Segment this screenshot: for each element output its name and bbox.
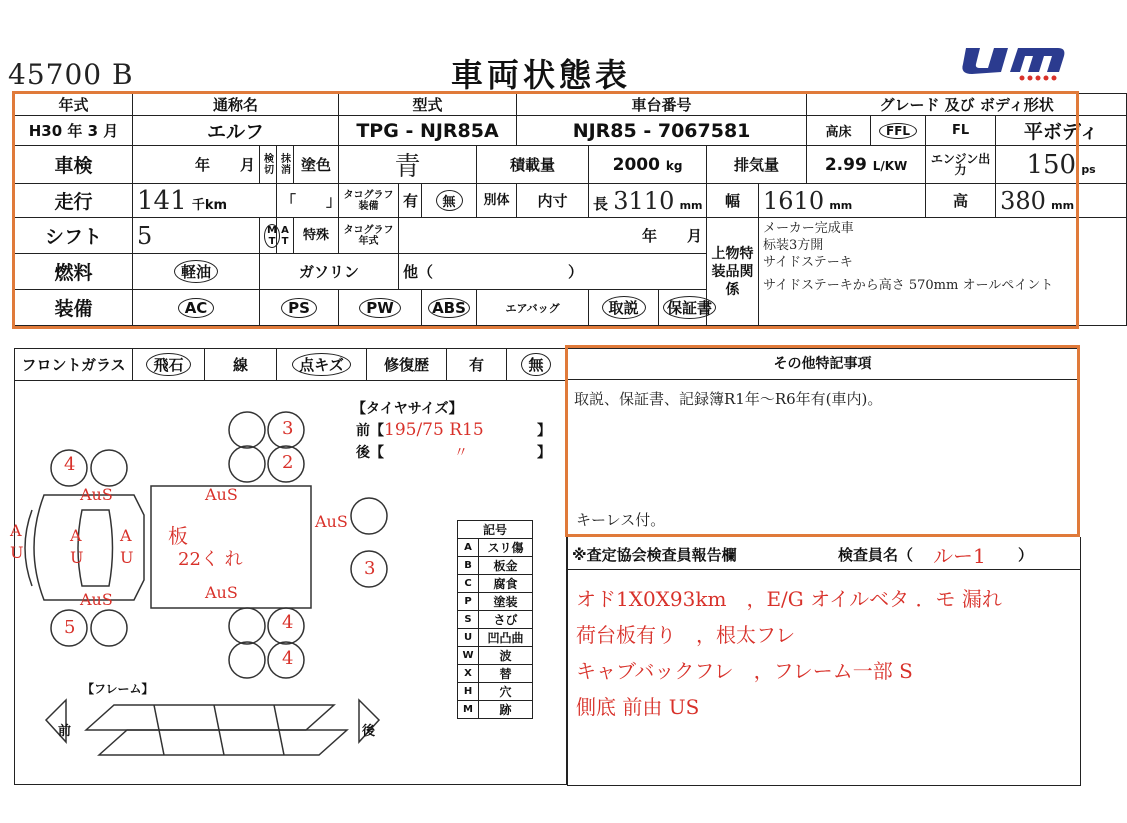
legend-desc: 替 bbox=[479, 665, 533, 683]
windshield-line: 線 bbox=[205, 349, 277, 381]
fuel-gasoline: ガソリン bbox=[260, 254, 399, 290]
load-label: 積載量 bbox=[477, 146, 589, 184]
tire-rear-close: 】 bbox=[537, 445, 551, 461]
inner-height-unit: mm bbox=[1051, 198, 1075, 212]
repair-no: 無 bbox=[521, 353, 550, 376]
model-name-value: エルフ bbox=[133, 116, 339, 146]
repair-history-label: 修復歴 bbox=[367, 349, 447, 381]
header-model-code: 型式 bbox=[339, 94, 517, 116]
repair-yes: 有 bbox=[447, 349, 507, 381]
legend-code: S bbox=[458, 611, 479, 629]
windshield-label: フロントガラス bbox=[15, 349, 133, 381]
tire-front-close: 】 bbox=[537, 423, 551, 439]
inner-width: 1610 bbox=[763, 186, 825, 215]
grade-ffl: FFL bbox=[879, 123, 917, 139]
shift-mt: M T bbox=[264, 224, 280, 248]
shift-at: A T bbox=[277, 218, 294, 254]
bed-mark-bottom: AuS bbox=[205, 583, 238, 602]
model-code-value: TPG - NJR85A bbox=[339, 116, 517, 146]
engine-output-label: エンジン出力 bbox=[926, 146, 996, 184]
tire-mark-rear-left: 5 bbox=[64, 617, 76, 638]
fuel-other: 他（ ） bbox=[399, 254, 707, 290]
special-note-1: メーカー完成車 bbox=[763, 221, 854, 236]
inner-height-label: 高 bbox=[926, 184, 996, 218]
special-equipment-label: 上物特装品関係 bbox=[707, 218, 759, 326]
grade-body: 平ボディ bbox=[996, 116, 1127, 146]
legend-code: M bbox=[458, 701, 479, 719]
legend-code: W bbox=[458, 647, 479, 665]
header-grade: グレード 及び ボディ形状 bbox=[807, 94, 1127, 116]
windshield-chip: 飛石 bbox=[146, 353, 190, 376]
windshield-scratch: 点キズ bbox=[292, 353, 351, 376]
remarks-highlight-frame bbox=[565, 345, 1080, 537]
shift-special: 特殊 bbox=[294, 218, 339, 254]
other-remarks-title: その他特記事項 bbox=[568, 349, 1077, 380]
spec-highlight-frame bbox=[12, 91, 1079, 329]
tacho-no: 無 bbox=[436, 190, 463, 211]
inner-width-label: 幅 bbox=[707, 184, 759, 218]
legend-code: C bbox=[458, 575, 479, 593]
page-title: 車両状態表 bbox=[451, 56, 632, 94]
mileage-label: 走行 bbox=[15, 184, 133, 218]
inner-length-unit: mm bbox=[679, 198, 703, 212]
year-value: H30 年 3 月 bbox=[15, 116, 133, 146]
tire-rear-value: 〃 bbox=[454, 445, 468, 461]
inspector-name-label: 検査員名（ bbox=[838, 546, 914, 564]
header-model-name: 通称名 bbox=[133, 94, 339, 116]
inspector-box bbox=[567, 537, 1081, 786]
windshield-table bbox=[14, 348, 566, 381]
paint-value: 青 bbox=[339, 146, 477, 184]
inner-height: 380 bbox=[1000, 186, 1046, 215]
shift-label: シフト bbox=[15, 218, 133, 254]
tire-mark-front-right-inner: 2 bbox=[282, 452, 294, 473]
grade-fl: FL bbox=[926, 116, 996, 146]
tire-mark-rear-right-2: 4 bbox=[282, 648, 294, 669]
company-logo bbox=[958, 38, 1068, 82]
legend-code: A bbox=[458, 539, 479, 557]
tire-mark-cab-left: 4 bbox=[64, 454, 76, 475]
load-value: 2000 bbox=[612, 154, 660, 175]
displacement-unit: L/KW bbox=[872, 158, 908, 173]
header-year: 年式 bbox=[15, 94, 133, 116]
cab-mark-bottom: AuS bbox=[80, 590, 113, 609]
tacho-year-value: 年 月 bbox=[399, 218, 707, 254]
mileage-value: 141 bbox=[137, 185, 187, 216]
cab-front-mark: A U bbox=[10, 521, 24, 562]
inspection-ym: 年 月 bbox=[133, 146, 260, 184]
legend-code: P bbox=[458, 593, 479, 611]
equip-abs: ABS bbox=[428, 298, 470, 318]
legend-code: X bbox=[458, 665, 479, 683]
tacho-yes: 有 bbox=[399, 184, 422, 218]
legend-desc: 凹凸曲 bbox=[479, 629, 533, 647]
engine-output-value: 150 bbox=[1026, 149, 1077, 180]
tire-size-label: 【タイヤサイズ】 bbox=[352, 401, 463, 417]
legend-desc: 塗装 bbox=[479, 593, 533, 611]
bed-text-note: 22く れ bbox=[178, 549, 243, 570]
paint-label: 塗色 bbox=[294, 146, 339, 184]
legend-code: H bbox=[458, 683, 479, 701]
frame-front-label: 前 bbox=[58, 724, 72, 739]
tire-mark-spare: 3 bbox=[364, 558, 376, 579]
equip-warranty: 保証書 bbox=[663, 296, 716, 319]
tacho-label: タコグラフ装備 bbox=[339, 184, 399, 218]
cab-mid-mark: A U bbox=[70, 526, 84, 567]
legend-desc: 腐食 bbox=[479, 575, 533, 593]
chassis-value: NJR85 - 7067581 bbox=[517, 116, 807, 146]
tire-rear-label: 後【 bbox=[356, 445, 384, 461]
cab-rear-mark: A U bbox=[120, 526, 134, 567]
inspector-note-1: オド1X0X93km ，E/G オイルベタ ．モ 漏れ bbox=[576, 587, 1002, 611]
inner-label: 内寸 bbox=[517, 184, 589, 218]
bed-mark-top: AuS bbox=[205, 485, 238, 504]
legend-desc: 跡 bbox=[479, 701, 533, 719]
mileage-unit: 千km bbox=[191, 197, 228, 213]
inspector-note-4: 側底 前由 US bbox=[576, 695, 700, 719]
legend-desc: 波 bbox=[479, 647, 533, 665]
fuel-diesel: 軽油 bbox=[174, 260, 218, 283]
mileage-bracket: 「 」 bbox=[277, 184, 339, 218]
special-note-4: サイドステーキから高さ 570mm オールペイント bbox=[763, 278, 1054, 293]
inspector-name-close: ） bbox=[1018, 546, 1034, 564]
top-note: 45700 B bbox=[8, 58, 134, 91]
inspection-label: 車検 bbox=[15, 146, 133, 184]
frame-label: 【フレーム】 bbox=[82, 682, 154, 696]
bed-text-board: 板 bbox=[168, 524, 188, 548]
other-remarks-line2: キーレス付。 bbox=[576, 511, 666, 529]
legend-table bbox=[457, 520, 533, 719]
equip-ps: PS bbox=[281, 298, 317, 318]
inspector-note-2: 荷台板有り ，根太フレ bbox=[576, 623, 796, 647]
tire-front-label: 前【 bbox=[356, 423, 384, 439]
tire-mark-front-right-outer: 3 bbox=[282, 418, 294, 439]
inner-length-label: 長 bbox=[593, 194, 609, 213]
bed-rear-mark: AuS bbox=[315, 512, 348, 531]
legend-title: 記号 bbox=[458, 521, 533, 539]
inspector-name: ルー1 bbox=[933, 544, 986, 568]
equip-airbag: エアバッグ bbox=[477, 290, 589, 326]
fuel-label: 燃料 bbox=[15, 254, 133, 290]
inspection-massho: 抹消 bbox=[277, 146, 294, 184]
special-note-3: サイドステーキ bbox=[763, 255, 853, 270]
displacement-value: 2.99 bbox=[824, 154, 867, 175]
displacement-label: 排気量 bbox=[707, 146, 807, 184]
equip-pw: PW bbox=[359, 298, 401, 318]
inspection-kengiri: 検切 bbox=[260, 146, 277, 184]
other-remarks-line1: 取説、保証書、記録簿R1年～R6年有(車内)。 bbox=[574, 390, 883, 408]
inner-length: 3110 bbox=[613, 186, 675, 215]
equipment-label: 装備 bbox=[15, 290, 133, 326]
frame-rear-label: 後 bbox=[362, 724, 376, 739]
equip-ac: AC bbox=[178, 298, 215, 318]
tacho-separate: 別体 bbox=[477, 184, 517, 218]
tacho-year-label: タコグラフ年式 bbox=[339, 218, 399, 254]
legend-desc: 板金 bbox=[479, 557, 533, 575]
tire-mark-rear-right-1: 4 bbox=[282, 612, 294, 633]
inspector-note-3: キャブバックフレ ，フレーム一部 S bbox=[576, 659, 913, 683]
shift-value: 5 bbox=[133, 218, 260, 254]
inner-width-unit: mm bbox=[829, 198, 853, 212]
grade-high-floor: 高床 bbox=[807, 116, 871, 146]
engine-output-unit: ps bbox=[1081, 162, 1096, 176]
inspector-title: ※査定協会検査員報告欄 bbox=[572, 546, 737, 564]
tire-front-value: 195/75 R15 bbox=[384, 420, 484, 440]
legend-desc: 穴 bbox=[479, 683, 533, 701]
special-note-2: 标装3方開 bbox=[763, 238, 824, 253]
legend-code: B bbox=[458, 557, 479, 575]
equip-manual: 取説 bbox=[602, 296, 646, 319]
cab-mark-top: AuS bbox=[80, 485, 113, 504]
header-chassis: 車台番号 bbox=[517, 94, 807, 116]
legend-desc: さび bbox=[479, 611, 533, 629]
legend-desc: スリ傷 bbox=[479, 539, 533, 557]
load-unit: kg bbox=[665, 158, 683, 173]
legend-code: U bbox=[458, 629, 479, 647]
